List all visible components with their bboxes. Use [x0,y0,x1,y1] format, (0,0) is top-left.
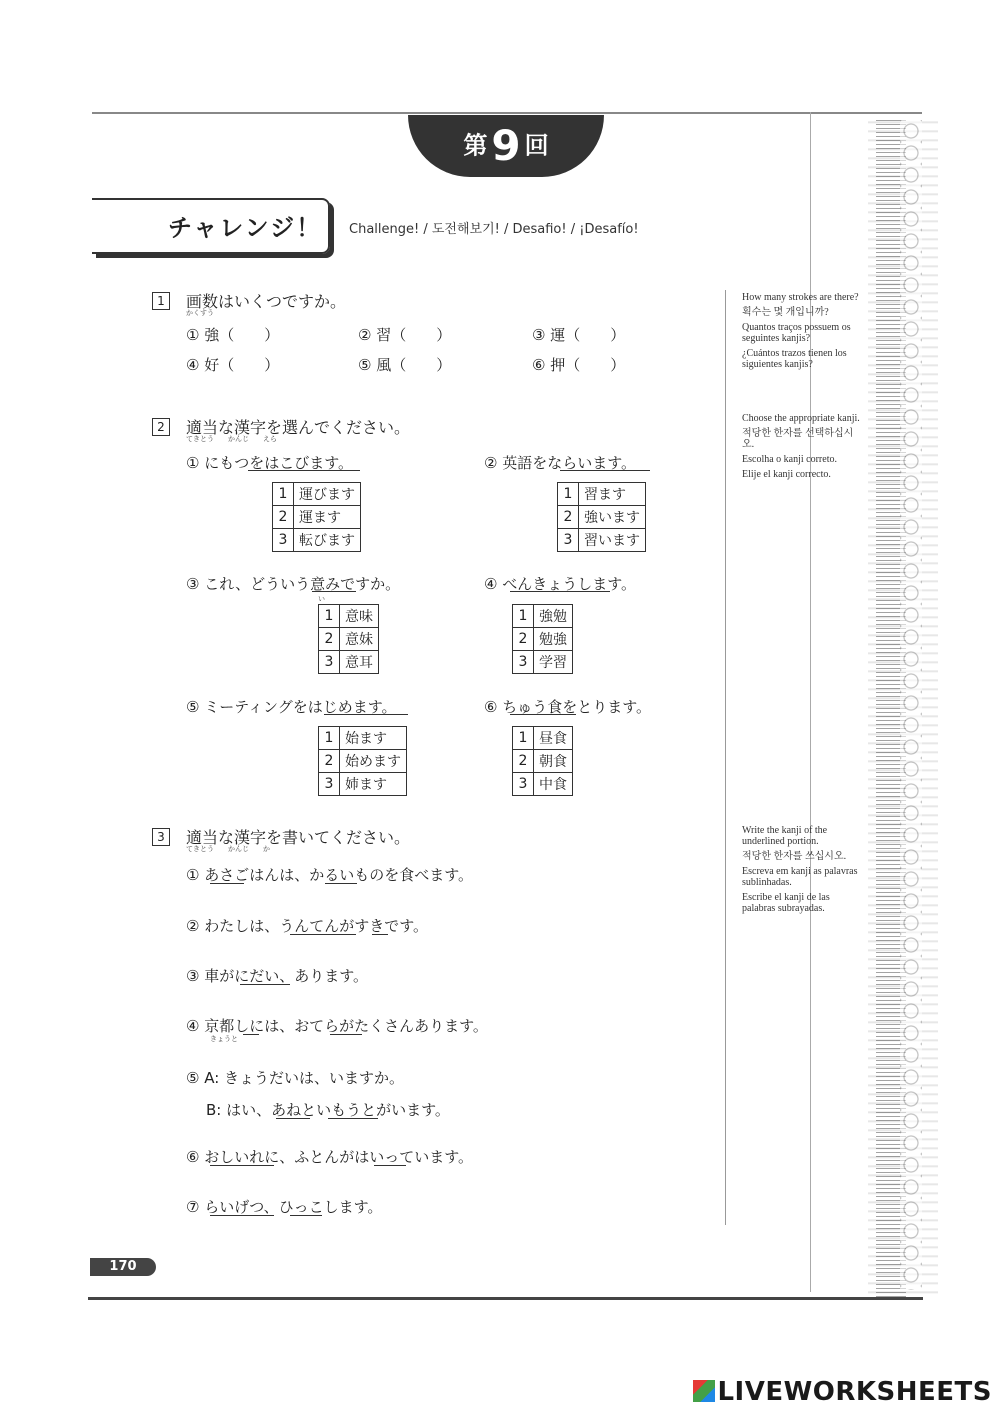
section2-stem: 適当な漢字を選んでください。 [186,418,411,437]
s2-q3-label: ③ これ、どういう意みですか。 [186,575,401,593]
s3-item-5a: ⑤ A: きょうだいは、いますか。 [186,1069,405,1087]
s2-q3-choice-2[interactable]: 意妹 [340,628,379,651]
s2-q2-choice-3[interactable]: 習います [579,529,646,552]
choice-number: 2 [513,750,534,773]
challenge-title: チャレンジ！ [168,214,323,242]
s3-item-7: ⑦ らいげつ、ひっこします。 [186,1198,383,1216]
s2-q1-label: ① にもつをはこびます。 [186,454,354,472]
section1-number: 1 [152,292,170,310]
bottom-rule [88,1297,923,1300]
s3-item-1: ① あさごはんは、かるいものを食べます。 [186,866,474,884]
note-ko: 획수는 몇 개입니까? [742,307,829,318]
choice-number: 3 [513,651,534,674]
s3-item-2: ② わたしは、うんてんがすきです。 [186,917,429,935]
page-number: 170 [90,1258,156,1276]
s3-item-3: ③ 車がにだい、あります。 [186,967,369,985]
liveworksheets-logo-icon [693,1380,715,1402]
s2-q5-choices [318,726,407,796]
s3-item-2-underline-a[interactable] [290,934,356,935]
lesson-suffix: 回 [524,131,549,160]
s1-item-6[interactable]: ⑥ 押（ ） [532,356,626,374]
s2-q5-choice-3[interactable]: 姉ます [340,773,407,796]
s2-q1-choice-3[interactable]: 転びます [294,529,361,552]
choice-number: 2 [319,628,340,651]
choice-number: 2 [319,750,340,773]
s2-q2-choice-2[interactable]: 強います [579,506,646,529]
s2-q6-choice-3[interactable]: 中食 [534,773,573,796]
s3-item-7-underline-a[interactable] [210,1215,274,1216]
note-ko: 적당한 한자를 쓰십시오. [742,851,847,862]
s2-q3-underline [312,591,356,592]
s2-q1-choice-1[interactable]: 運びます [294,483,361,506]
section3-notes [742,825,862,914]
choice-number: 3 [513,773,534,796]
notes-divider [725,290,726,1225]
section1-stem: 画数はいくつですか。 [186,292,347,311]
s3-item-4-ruby: きょうと [210,1035,238,1043]
challenge-subtitle: Challenge! / 도전해보기! / Desafio! / ¡Desafío! [349,222,639,237]
s2-q4-choice-1[interactable]: 強勉 [534,605,573,628]
note-pt: Quantos traços possuem os seguintes kanjis? [742,322,851,344]
choice-number: 1 [273,483,294,506]
note-pt: Escreva em kanji as palavras sublinhadas. [742,866,858,888]
s3-item-1-underline-b[interactable] [325,883,357,884]
lesson-prefix: 第 [463,131,488,160]
s1-item-3[interactable]: ③ 運（ ） [532,326,626,344]
s2-q5-choice-2[interactable]: 始めます [340,750,407,773]
note-en: How many strokes are there? [742,292,859,303]
s3-item-5-underline-b[interactable] [328,1118,378,1119]
s3-item-5-underline-a[interactable] [276,1118,310,1119]
section2-notes [742,413,862,480]
s3-item-4: ④ 京都しには、おてらがたくさんあります。 [186,1017,488,1035]
s2-q5-label: ⑤ ミーティングをはじめます。 [186,698,397,716]
s2-q2-underline [560,470,650,471]
s2-q1-underline [248,470,360,471]
s2-q6-choice-2[interactable]: 朝食 [534,750,573,773]
s2-q6-choices [512,726,573,796]
s3-item-1-underline-a[interactable] [210,883,244,884]
s2-q2-label: ② 英語をならいます。 [484,454,637,472]
s2-q4-label: ④ べんきょうします。 [484,575,637,593]
s1-item-4[interactable]: ④ 好（ ） [186,356,280,374]
s1-item-5[interactable]: ⑤ 風（ ） [358,356,452,374]
note-en: Write the kanji of the underlined portion. [742,825,828,847]
section1-notes [742,292,862,370]
s2-q3-choice-3[interactable]: 意耳 [340,651,379,674]
s2-q2-choices [557,482,646,552]
section2-ruby: てきとう かんじ えら [186,435,277,443]
s2-q2-choice-1[interactable]: 習ます [579,483,646,506]
s2-q5-choice-1[interactable]: 始ます [340,727,407,750]
choice-number: 1 [513,727,534,750]
top-rule [92,112,922,114]
choice-number: 3 [319,651,340,674]
s3-item-5b: B: はい、あねといもうとがいます。 [206,1101,450,1119]
s2-q3-choice-1[interactable]: 意味 [340,605,379,628]
choice-number: 2 [513,628,534,651]
s3-item-7-underline-b[interactable] [290,1215,322,1216]
choice-number: 2 [273,506,294,529]
note-pt: Escolha o kanji correto. [742,454,837,465]
watermark-logo [693,1377,992,1407]
s2-q6-choice-1[interactable]: 昼食 [534,727,573,750]
s3-item-4-underline-a[interactable] [243,1034,259,1035]
s3-item-6-underline-a[interactable] [210,1165,274,1166]
note-es: ¿Cuántos trazos tienen los siguientes kanjis? [742,348,847,370]
s3-item-4-underline-b[interactable] [330,1034,362,1035]
choice-number: 3 [319,773,340,796]
choice-number: 3 [273,529,294,552]
page-edge-line [810,112,811,1292]
section3-ruby: てきとう かんじ か [186,845,270,853]
s1-item-1[interactable]: ① 強（ ） [186,326,280,344]
note-es: Escribe el kanji de las palabras subrayadas. [742,892,830,914]
s2-q3-choices [318,604,379,674]
section3-number: 3 [152,828,170,846]
lesson-badge [408,115,604,177]
s1-item-2[interactable]: ② 習（ ） [358,326,452,344]
s2-q6-label: ⑥ ちゅう食をとります。 [484,698,652,716]
s2-q3-ruby: い [318,595,325,603]
note-es: Elije el kanji correcto. [742,469,831,480]
s3-item-3-underline[interactable] [240,984,290,985]
choice-number: 2 [558,506,579,529]
s2-q5-underline [324,714,408,715]
s3-item-6-underline-b[interactable] [374,1165,406,1166]
s2-q1-choice-2[interactable]: 運ます [294,506,361,529]
s2-q4-choices [512,604,573,674]
binder-rings [900,120,922,1290]
note-en: Choose the appropriate kanji. [742,413,860,424]
s3-item-6: ⑥ おしいれに、ふとんがはいっています。 [186,1148,474,1166]
section1-ruby: かくすう [186,309,214,317]
s2-q1-choices [272,482,361,552]
section2-number: 2 [152,418,170,436]
choice-number: 1 [558,483,579,506]
choice-number: 1 [319,727,340,750]
s3-item-2-underline-b[interactable] [372,934,388,935]
s2-q6-underline [510,714,576,715]
s2-q4-underline [510,591,610,592]
watermark-text: LIVEWORKSHEETS [717,1377,992,1407]
choice-number: 3 [558,529,579,552]
choice-number: 1 [513,605,534,628]
section3-stem: 適当な漢字を書いてください。 [186,828,411,847]
lesson-number: 9 [491,120,521,170]
s2-q4-choice-2[interactable]: 勉強 [534,628,573,651]
choice-number: 1 [319,605,340,628]
s2-q4-choice-3[interactable]: 学習 [534,651,573,674]
note-ko: 적당한 한자를 선택하십시오. [742,428,854,450]
